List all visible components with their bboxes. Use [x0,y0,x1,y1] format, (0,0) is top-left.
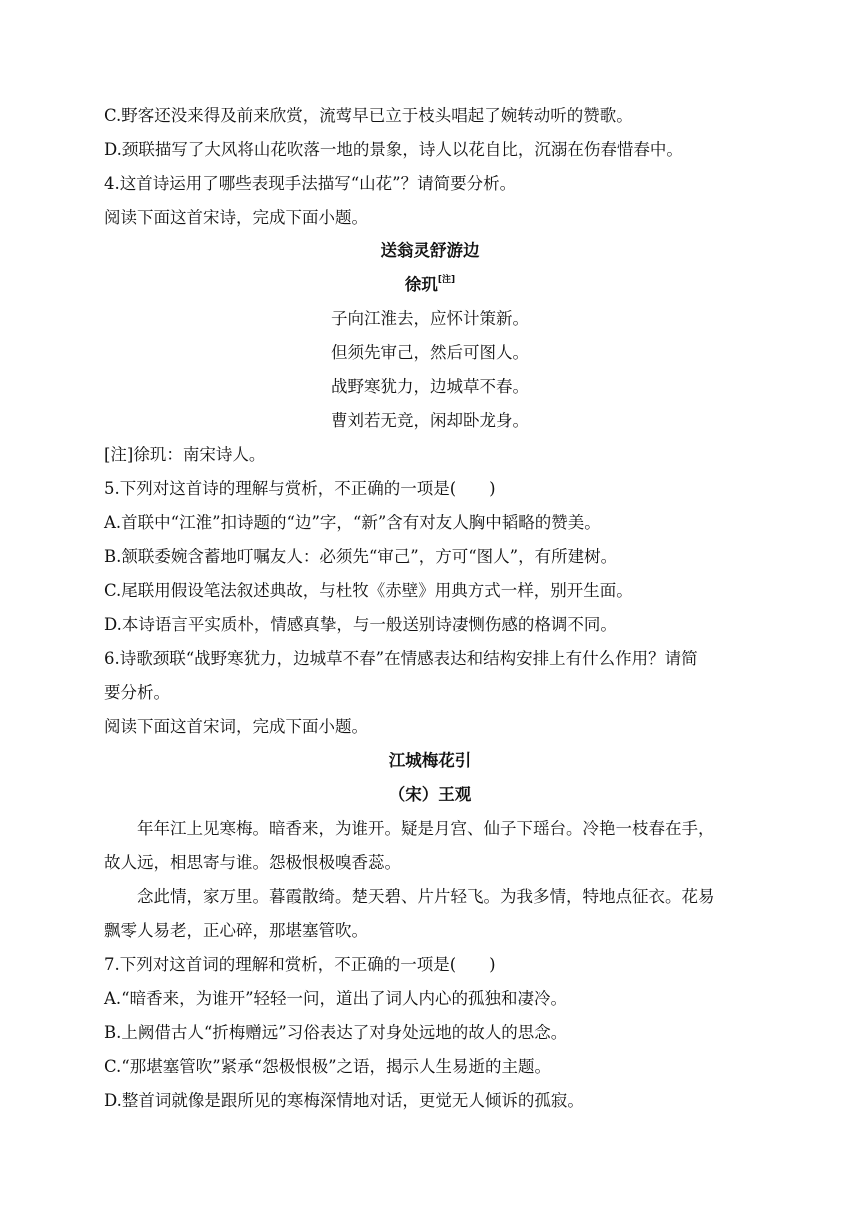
poem2-para1-line2: 故人远，相思寄与谁。怨极恨极嗅香蕊。 [104,853,401,872]
poem1-title: 送翁灵舒游边 [380,241,480,260]
question-4: 4.这首诗运用了哪些表现手法描写“山花”？请简要分析。 [104,174,517,193]
poem2-para1-line1: 年年江上见寒梅。暗香来，为谁开。疑是月宫、仙子下瑶台。冷艳一枝春在手， [137,819,715,838]
option-d-q3: D.颈联描写了大风将山花吹落一地的景象，诗人以花自比，沉溺在伤春惜春中。 [104,140,683,159]
q7-option-b: B.上阙借古人“折梅赠远”习俗表达了对身处远地的故人的思念。 [104,1023,568,1042]
q5-option-b: B.颔联委婉含蓄地叮嘱友人：必须先“审己”，方可“图人”，有所建树。 [104,547,618,566]
question-6-line-1: 6.诗歌颈联“战野寒犹力，边城草不春”在情感表达和结构安排上有什么作用？请简 [104,649,698,668]
q5-option-a: A.首联中“江淮”扣诗题的“边”字，“新”含有对友人胸中韬略的赞美。 [104,513,601,532]
poem1-line-1: 子向江淮去，应怀计策新。 [331,309,529,328]
option-c-q3: C.野客还没来得及前来欣赏，流莺早已立于枝头唱起了婉转动听的赞歌。 [104,106,633,125]
poem1-line-3: 战野寒犹力，边城草不春。 [331,377,529,396]
poem1-note: [注]徐玑：南宋诗人。 [104,445,266,464]
poem2-para2-line2: 飘零人易老，正心碎，那堪塞管吹。 [104,921,368,940]
question-7-stem: 7.下列对这首词的理解和赏析，不正确的一项是( ) [104,955,496,974]
poem1-author-note-mark: [注] [437,275,456,285]
q7-option-c: C.“那堪塞管吹”紧承“怨极恨极”之语，揭示人生易逝的主题。 [104,1057,552,1076]
poem2-author: （宋）王观 [388,785,472,804]
poem1-line-2: 但须先审己，然后可图人。 [331,343,529,362]
poem2-title: 江城梅花引 [388,751,472,770]
question-6-line-2: 要分析。 [104,683,170,702]
poem2-para2-line1: 念此情，家万里。暮霞散绮。楚天碧、片片轻飞。为我多情，特地点征衣。花易 [137,887,715,906]
q7-option-d: D.整首词就像是跟所见的寒梅深情地对话，更觉无人倾诉的孤寂。 [104,1091,584,1110]
q7-option-a: A.“暗香来，为谁开”轻轻一问，道出了词人内心的孤独和凄冷。 [104,989,568,1008]
q5-option-c: C.尾联用假设笔法叙述典故，与杜牧《赤壁》用典方式一样，别开生面。 [104,581,633,600]
poem1-author-line [0,274,860,296]
reading-intro-ci: 阅读下面这首宋词，完成下面小题。 [104,717,368,736]
q5-option-d: D.本诗语言平实质朴，情感真挚，与一般送别诗凄恻伤感的格调不同。 [104,615,617,634]
reading-intro-poem: 阅读下面这首宋诗，完成下面小题。 [104,208,368,227]
question-5-stem: 5.下列对这首诗的理解与赏析，不正确的一项是( ) [104,479,496,498]
poem1-line-4: 曹刘若无竞，闲却卧龙身。 [331,411,529,430]
poem1-author: 徐玑 [404,275,438,294]
